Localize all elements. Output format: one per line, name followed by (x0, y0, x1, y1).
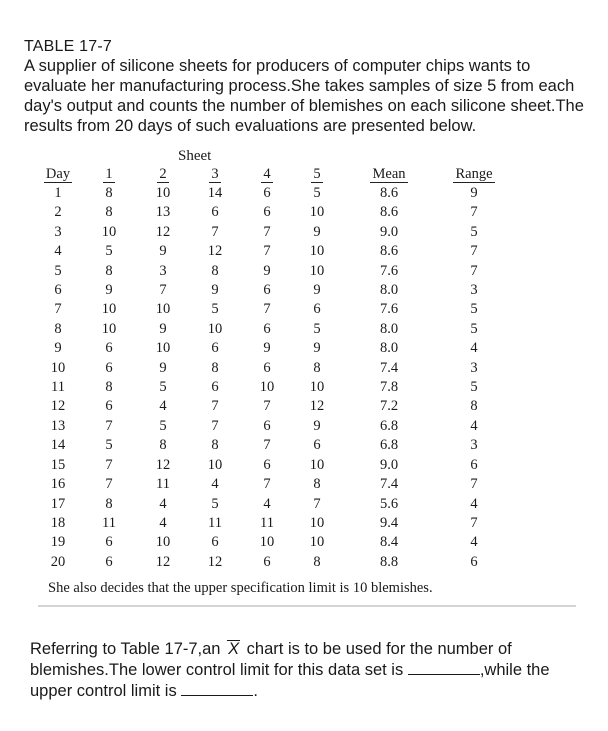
cell-day: 8 (54, 320, 62, 337)
table-row (36, 378, 512, 397)
table-row (36, 359, 512, 378)
problem-intro: A supplier of silicone sheets for producers of computer chips wants to evaluate her manufacturing process.She takes samples of size 5 from each day's output and counts the number of blemishes on each silicone sheet.The results from 20 days of such evaluations are presented below. (24, 57, 584, 135)
cell-sheet-1: 10 (101, 223, 117, 240)
cell-range: 3 (470, 437, 478, 454)
section-divider (38, 605, 576, 607)
cell-day: 6 (54, 282, 62, 299)
cell-day: 1 (54, 185, 62, 201)
cell-range: 8 (470, 398, 478, 415)
cell-sheet-3: 7 (211, 398, 219, 415)
cell-sheet-2: 9 (159, 243, 167, 260)
cell-sheet-3: 9 (211, 282, 219, 299)
question-part-2: chart is to be used for the number of blemishes.The lower control limit for this data set is (30, 640, 512, 679)
cell-range: 7 (470, 204, 478, 221)
cell-sheet-1: 5 (105, 243, 113, 260)
cell-sheet-3: 5 (211, 495, 219, 512)
cell-sheet-4: 6 (263, 320, 271, 337)
cell-sheet-3: 10 (207, 456, 223, 473)
table-row (36, 223, 512, 242)
cell-day: 12 (50, 398, 66, 415)
cell-sheet-5: 9 (313, 417, 321, 434)
upper-limit-blank (181, 680, 253, 696)
question-part-4: . (253, 682, 258, 700)
cell-sheet-4: 6 (263, 456, 271, 473)
cell-sheet-2: 12 (155, 223, 171, 240)
header-sheet-4: 4 (263, 166, 271, 182)
cell-mean: 7.8 (379, 379, 399, 396)
table-row (36, 320, 512, 339)
header-mean: Mean (372, 166, 406, 182)
cell-sheet-4: 9 (263, 262, 271, 279)
cell-sheet-1: 7 (105, 417, 113, 434)
table-header-row (36, 164, 512, 184)
cell-mean: 7.2 (379, 398, 399, 415)
table-row (36, 495, 512, 514)
cell-mean: 8.6 (379, 243, 399, 260)
cell-sheet-1: 7 (105, 476, 113, 493)
cell-day: 11 (51, 379, 65, 396)
table-row (36, 553, 512, 572)
cell-day: 3 (54, 223, 62, 240)
cell-day: 5 (54, 262, 62, 279)
cell-day: 7 (54, 301, 62, 318)
cell-sheet-5: 12 (309, 398, 325, 415)
cell-sheet-4: 10 (259, 534, 275, 551)
cell-sheet-5: 10 (309, 514, 325, 531)
cell-day: 19 (50, 534, 66, 551)
cell-sheet-3: 12 (207, 553, 223, 570)
table-row (36, 262, 512, 281)
cell-sheet-3: 7 (211, 223, 219, 240)
cell-sheet-4: 6 (263, 553, 271, 570)
cell-day: 14 (50, 437, 66, 454)
cell-sheet-5: 7 (313, 495, 321, 512)
cell-sheet-3: 8 (211, 262, 219, 279)
cell-sheet-4: 6 (263, 282, 271, 299)
blemish-data-table (36, 164, 512, 572)
cell-sheet-3: 6 (211, 340, 219, 357)
cell-sheet-5: 10 (309, 534, 325, 551)
table-row (36, 281, 512, 300)
cell-sheet-3: 6 (211, 534, 219, 551)
cell-day: 2 (54, 204, 62, 221)
cell-range: 5 (470, 320, 478, 337)
cell-sheet-4: 7 (263, 301, 271, 318)
cell-sheet-1: 8 (105, 262, 113, 279)
cell-range: 5 (470, 379, 478, 396)
cell-sheet-1: 10 (101, 320, 117, 337)
cell-sheet-1: 6 (105, 340, 113, 357)
cell-range: 9 (470, 185, 478, 201)
cell-sheet-3: 8 (211, 437, 219, 454)
table-row (36, 514, 512, 533)
cell-sheet-2: 3 (159, 262, 167, 279)
cell-range: 4 (470, 340, 478, 357)
cell-mean: 9.4 (379, 514, 399, 531)
table-row (36, 417, 512, 436)
cell-sheet-3: 10 (207, 320, 223, 337)
question-text (30, 639, 578, 701)
cell-day: 13 (50, 417, 66, 434)
cell-sheet-1: 6 (105, 553, 113, 570)
cell-sheet-2: 9 (159, 359, 167, 376)
table-row (36, 203, 512, 222)
cell-sheet-1: 10 (101, 301, 117, 318)
cell-mean: 6.8 (379, 417, 399, 434)
cell-day: 16 (50, 476, 66, 493)
cell-sheet-3: 7 (211, 417, 219, 434)
cell-day: 17 (50, 495, 66, 512)
cell-sheet-1: 6 (105, 359, 113, 376)
cell-sheet-5: 9 (313, 282, 321, 299)
cell-range: 7 (470, 476, 478, 493)
header-sheet-1: 1 (105, 166, 113, 182)
cell-sheet-5: 8 (313, 359, 321, 376)
cell-sheet-1: 7 (105, 456, 113, 473)
cell-day: 20 (50, 553, 66, 570)
cell-sheet-2: 10 (155, 534, 171, 551)
cell-sheet-4: 10 (259, 379, 275, 396)
cell-sheet-4: 11 (260, 514, 274, 531)
cell-sheet-2: 13 (155, 204, 171, 221)
cell-mean: 7.6 (379, 301, 399, 318)
table-body (36, 184, 512, 572)
cell-sheet-2: 8 (159, 437, 167, 454)
cell-sheet-2: 12 (155, 553, 171, 570)
cell-sheet-4: 7 (263, 243, 271, 260)
sheet-group-header: Sheet (178, 148, 212, 164)
cell-sheet-5: 10 (309, 204, 325, 221)
cell-sheet-4: 9 (263, 340, 271, 357)
cell-range: 7 (470, 243, 478, 260)
cell-sheet-4: 4 (263, 495, 271, 512)
cell-sheet-1: 6 (105, 534, 113, 551)
cell-range: 6 (470, 553, 478, 570)
cell-mean: 9.0 (379, 456, 399, 473)
cell-mean: 6.8 (379, 437, 399, 454)
cell-range: 5 (470, 223, 478, 240)
question-part-3: ,while the upper control limit is (30, 661, 550, 700)
table-row (36, 533, 512, 552)
cell-sheet-3: 14 (207, 185, 223, 201)
cell-sheet-2: 4 (159, 398, 167, 415)
table-row (36, 339, 512, 358)
cell-sheet-4: 7 (263, 398, 271, 415)
cell-range: 4 (470, 534, 478, 551)
cell-sheet-5: 10 (309, 262, 325, 279)
cell-range: 5 (470, 301, 478, 318)
header-sheet-3: 3 (211, 166, 219, 182)
cell-mean: 8.0 (379, 282, 399, 299)
cell-mean: 8.6 (379, 204, 399, 221)
table-row (36, 456, 512, 475)
cell-sheet-5: 5 (313, 320, 321, 337)
cell-mean: 7.4 (379, 476, 399, 493)
cell-sheet-2: 5 (159, 379, 167, 396)
cell-range: 7 (470, 262, 478, 279)
cell-sheet-5: 6 (313, 301, 321, 318)
cell-range: 4 (470, 417, 478, 434)
cell-sheet-5: 5 (313, 185, 321, 201)
cell-sheet-3: 12 (207, 243, 223, 260)
cell-sheet-4: 6 (263, 204, 271, 221)
cell-sheet-2: 10 (155, 340, 171, 357)
cell-mean: 8.4 (379, 534, 399, 551)
header-sheet-2: 2 (159, 166, 167, 182)
cell-sheet-4: 6 (263, 359, 271, 376)
cell-sheet-1: 5 (105, 437, 113, 454)
cell-sheet-1: 8 (105, 185, 113, 201)
cell-range: 3 (470, 282, 478, 299)
cell-sheet-1: 9 (105, 282, 113, 299)
cell-sheet-4: 6 (263, 417, 271, 434)
cell-sheet-3: 4 (211, 476, 219, 493)
table-row (36, 475, 512, 494)
cell-day: 18 (50, 514, 66, 531)
cell-sheet-2: 10 (155, 301, 171, 318)
cell-sheet-3: 8 (211, 359, 219, 376)
table-row (36, 242, 512, 261)
cell-mean: 8.0 (379, 320, 399, 337)
cell-sheet-1: 8 (105, 495, 113, 512)
specification-note: She also decides that the upper specification limit is 10 blemishes. (48, 580, 433, 596)
lower-limit-blank (408, 659, 480, 675)
cell-day: 9 (54, 340, 62, 357)
cell-sheet-2: 7 (159, 282, 167, 299)
cell-sheet-2: 4 (159, 495, 167, 512)
cell-range: 4 (470, 495, 478, 512)
cell-sheet-4: 7 (263, 437, 271, 454)
question-part-1: Referring to Table 17-7,an (30, 640, 226, 658)
cell-sheet-5: 10 (309, 243, 325, 260)
table-row (36, 184, 512, 203)
cell-sheet-1: 11 (102, 514, 116, 531)
cell-sheet-3: 6 (211, 379, 219, 396)
cell-sheet-1: 8 (105, 379, 113, 396)
header-range: Range (455, 166, 493, 182)
table-row (36, 436, 512, 455)
cell-range: 6 (470, 456, 478, 473)
cell-sheet-3: 11 (208, 514, 222, 531)
cell-sheet-1: 6 (105, 398, 113, 415)
table-row (36, 300, 512, 319)
cell-mean: 9.0 (379, 223, 399, 240)
table-title: TABLE 17-7 (24, 38, 112, 55)
cell-sheet-5: 10 (309, 379, 325, 396)
x-bar-symbol: X (225, 639, 242, 659)
cell-day: 4 (54, 243, 62, 260)
cell-sheet-4: 7 (263, 476, 271, 493)
cell-sheet-3: 6 (211, 204, 219, 221)
cell-mean: 8.8 (379, 553, 399, 570)
cell-sheet-1: 8 (105, 204, 113, 221)
cell-sheet-5: 6 (313, 437, 321, 454)
cell-sheet-2: 12 (155, 456, 171, 473)
cell-sheet-5: 9 (313, 340, 321, 357)
cell-sheet-4: 6 (263, 185, 271, 201)
cell-sheet-5: 8 (313, 553, 321, 570)
cell-sheet-3: 5 (211, 301, 219, 318)
cell-mean: 7.4 (379, 359, 399, 376)
cell-day: 15 (50, 456, 66, 473)
cell-sheet-2: 4 (159, 514, 167, 531)
cell-mean: 7.6 (379, 262, 399, 279)
header-day: Day (45, 166, 71, 182)
cell-sheet-2: 5 (159, 417, 167, 434)
header-sheet-5: 5 (313, 166, 321, 182)
cell-sheet-5: 10 (309, 456, 325, 473)
cell-range: 3 (470, 359, 478, 376)
cell-sheet-2: 9 (159, 320, 167, 337)
cell-sheet-2: 11 (156, 476, 170, 493)
cell-range: 7 (470, 514, 478, 531)
cell-mean: 8.0 (379, 340, 399, 357)
cell-day: 10 (50, 359, 66, 376)
cell-sheet-2: 10 (155, 185, 171, 201)
cell-mean: 5.6 (379, 495, 399, 512)
cell-mean: 8.6 (379, 185, 399, 201)
cell-sheet-4: 7 (263, 223, 271, 240)
cell-sheet-5: 9 (313, 223, 321, 240)
cell-sheet-5: 8 (313, 476, 321, 493)
table-row (36, 397, 512, 416)
